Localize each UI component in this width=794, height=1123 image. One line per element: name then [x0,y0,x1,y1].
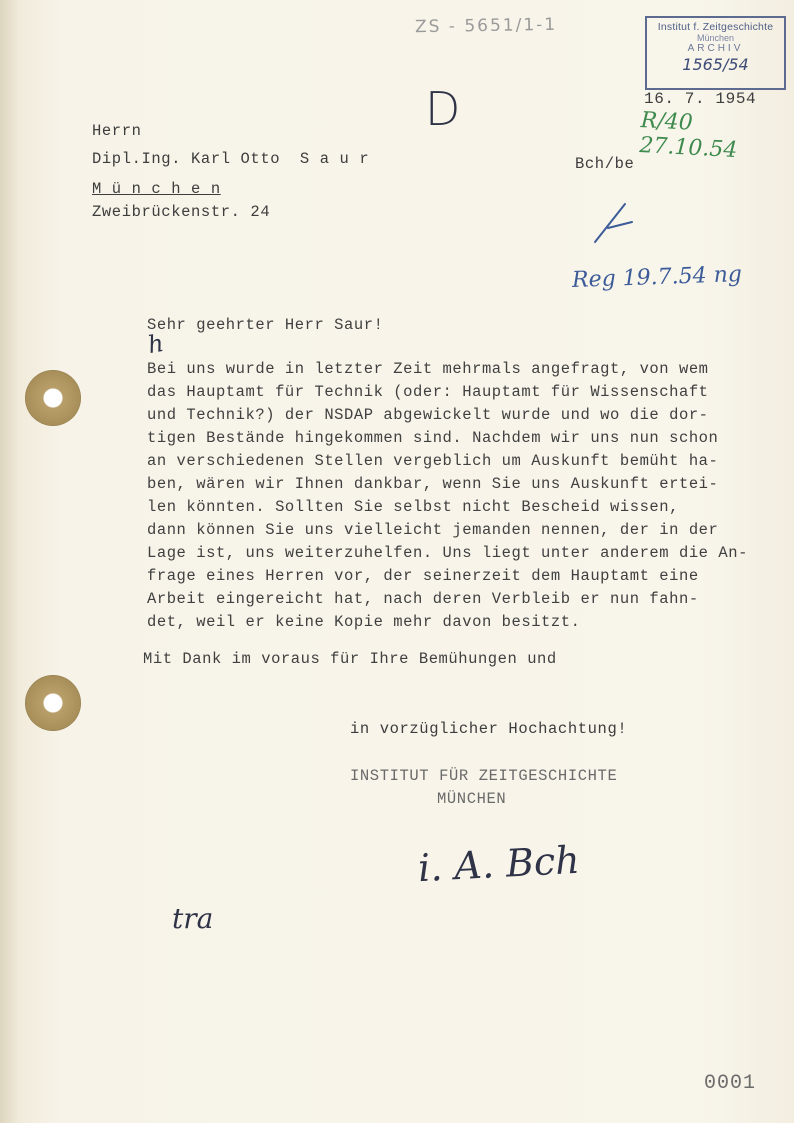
recipient-name: Dipl.Ing. Karl Otto S a u r [92,150,370,168]
closing-formula: in vorzüglicher Hochachtung! [350,720,628,738]
institute-city: MÜNCHEN [437,790,507,808]
paper-edge [0,0,18,1123]
body-line: Lage ist, uns weiterzuhelfen. Uns liegt unter anderem die An- [147,544,748,562]
institute-name: INSTITUT FÜR ZEITGESCHICHTE [350,767,618,785]
body-line: det, weil er keine Kopie mehr davon besitzt. [147,613,581,631]
signature: i. A. Bch [416,837,581,891]
body-line: das Hauptamt für Technik (oder: Hauptamt für Wissenschaft [147,383,709,401]
bottom-handwritten-mark: tra [172,902,214,935]
archive-reference-pencil: ZS - 5651/1-1 [414,14,558,38]
body-line: Bei uns wurde in letzter Zeit mehrmals angefragt, von wem [147,360,709,378]
body-line: ben, wären wir Ihnen dankbar, wenn Sie uns Auskunft ertei- [147,475,719,493]
body-line: an verschiedenen Stellen vergeblich um Auskunft bemüht ha- [147,452,719,470]
recipient-street: Zweibrückenstr. 24 [92,203,271,221]
punch-hole-top [25,370,81,426]
letter-date: 16. 7. 1954 [644,90,757,108]
body-line: tigen Bestände hingekommen sind. Nachdem wir uns nun schon [147,429,719,447]
body-line: dann können Sie uns vielleicht jemanden nennen, der in der [147,521,719,539]
stamp-institute: Institut f. Zeitgeschichte [657,21,774,33]
stamp-number: 1565/54 [682,55,749,74]
stamp-city: München [696,33,735,43]
punch-hole-bottom [25,675,81,731]
letter-greeting: Sehr geehrter Herr Saur! [147,316,384,334]
recipient-title: Herrn [92,122,142,140]
archive-stamp [645,16,786,90]
green-handwritten-note: R/40 27.10.54 [638,108,738,164]
handwritten-letter-d: D [425,82,461,136]
page-number: 0001 [704,1072,757,1095]
body-line: und Technik?) der NSDAP abgewickelt wurde und wo die dor- [147,406,709,424]
stamp-archive: ARCHIV [687,43,744,54]
body-line: len könnten. Sollten Sie selbst nicht Bescheid wissen, [147,498,679,516]
margin-handwritten-mark: h [145,328,166,360]
reference-initials: Bch/be [575,155,635,173]
blue-check-mark [590,200,640,250]
registration-note: Reg 19.7.54 ng [571,262,743,293]
body-line: Arbeit eingereicht hat, nach deren Verbleib er nun fahn- [147,590,699,608]
body-line: frage eines Herren vor, der seinerzeit dem Hauptamt eine [147,567,699,585]
recipient-city: M ü n c h e n [92,180,221,198]
thanks-line: Mit Dank im voraus für Ihre Bemühungen und [143,650,557,668]
